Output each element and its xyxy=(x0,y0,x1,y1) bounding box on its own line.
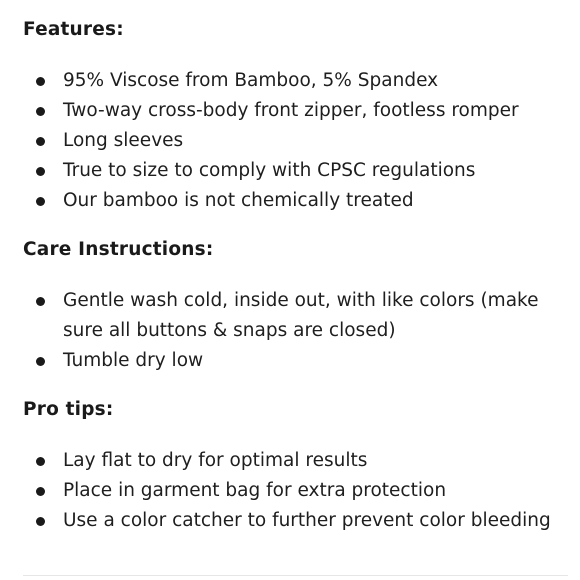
features-item xyxy=(23,126,568,156)
care-item-text: Tumble dry low xyxy=(63,350,204,371)
pro-tip-text: Place in garment bag for extra protection xyxy=(63,480,447,501)
features-item xyxy=(23,96,568,126)
bullet-icon xyxy=(36,357,45,366)
features-item-text: Two-way cross-body front zipper, footless romper xyxy=(63,100,519,121)
features-heading: Features: xyxy=(23,19,124,40)
pro-tip-text: Lay flat to dry for optimal results xyxy=(63,450,368,471)
bullet-icon xyxy=(36,457,45,466)
care-item-text: Gentle wash cold, inside out, with like colors (make sure all buttons & snaps are closed) xyxy=(63,290,539,341)
pro-tip-item xyxy=(23,506,568,536)
care-item xyxy=(23,346,568,376)
bullet-icon xyxy=(36,517,45,526)
pro-tips-heading: Pro tips: xyxy=(23,399,114,420)
care-instructions-list xyxy=(23,286,568,376)
features-list xyxy=(23,66,568,216)
pro-tip-item xyxy=(23,476,568,506)
divider xyxy=(23,575,568,576)
bullet-icon xyxy=(36,487,45,496)
product-details xyxy=(23,16,568,536)
features-item-text: True to size to comply with CPSC regulations xyxy=(63,160,476,181)
pro-tips-list xyxy=(23,446,568,536)
features-item-text: Long sleeves xyxy=(63,130,184,151)
bullet-icon xyxy=(36,107,45,116)
bullet-icon xyxy=(36,167,45,176)
bullet-icon xyxy=(36,77,45,86)
features-item-text: 95% Viscose from Bamboo, 5% Spandex xyxy=(63,70,439,91)
features-item xyxy=(23,186,568,216)
features-item-text: Our bamboo is not chemically treated xyxy=(63,190,414,211)
bullet-icon xyxy=(36,297,45,306)
pro-tip-text: Use a color catcher to further prevent color bleeding xyxy=(63,510,551,531)
care-item xyxy=(23,286,568,346)
pro-tip-item xyxy=(23,446,568,476)
features-item xyxy=(23,66,568,96)
features-item xyxy=(23,156,568,186)
care-instructions-heading: Care Instructions: xyxy=(23,239,214,260)
bullet-icon xyxy=(36,197,45,206)
bullet-icon xyxy=(36,137,45,146)
